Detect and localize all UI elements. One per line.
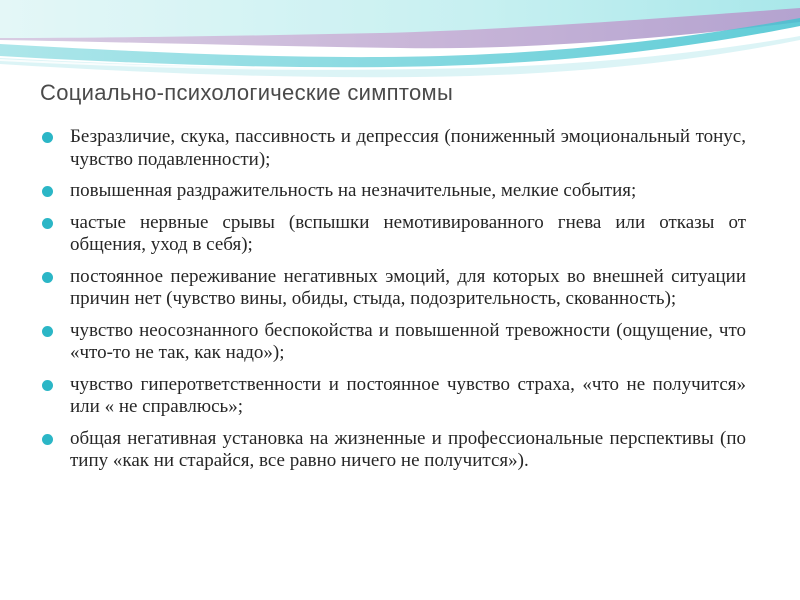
list-item [40, 374, 746, 419]
list-item [40, 320, 746, 365]
list-item [40, 266, 746, 311]
list-item-text: Безразличие, скука, пассивность и депрессия (пониженный эмоциональный тонус, чувство подавленности); [70, 126, 746, 170]
bullet-icon [42, 186, 53, 197]
bullet-icon [42, 434, 53, 445]
bullet-icon [42, 380, 53, 391]
list-item [40, 126, 746, 171]
list-item-text: общая негативная установка на жизненные и профессиональные перспективы (по типу «как ни старайся, все равно ничего не получится»). [70, 427, 746, 471]
list-item-text: чувство неосознанного беспокойства и повышенной тревожности (ощущение, что «что-то не так, как надо»); [70, 319, 746, 363]
bullet-icon [42, 272, 53, 283]
list-item [40, 180, 746, 203]
slide-title: Социально-психологические симптомы [40, 80, 454, 105]
bullet-icon [42, 132, 53, 143]
symptoms-list [40, 126, 746, 482]
list-item-text: чувство гиперответственности и постоянное чувство страха, «что не получится» или « не справлюсь»; [70, 373, 746, 417]
list-item-text: частые нервные срывы (вспышки немотивированного гнева или отказы от общения, уход в себя); [70, 211, 746, 255]
list-item [40, 212, 746, 257]
bullet-icon [42, 326, 53, 337]
bullet-icon [42, 218, 53, 229]
list-item-text: повышенная раздражительность на незначительные, мелкие события; [70, 180, 637, 201]
list-item-text: постоянное переживание негативных эмоций, для которых во внешней ситуации причин нет (чувство вины, обиды, стыда, подозрительность, скованность); [70, 265, 746, 309]
list-item [40, 428, 746, 473]
